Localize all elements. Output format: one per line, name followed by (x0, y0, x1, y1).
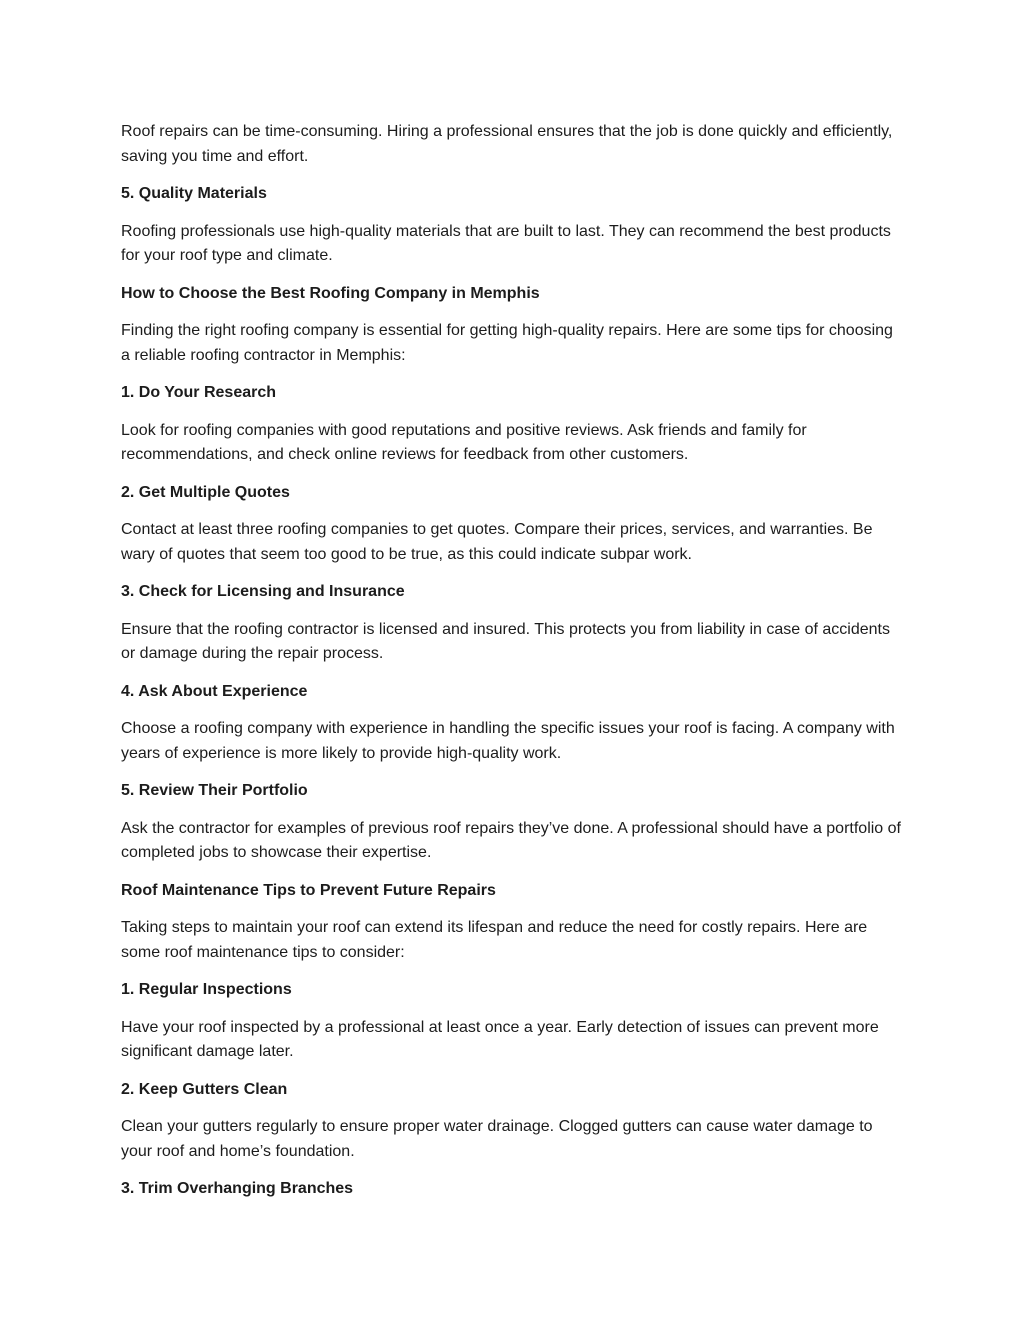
paragraph: Choose a roofing company with experience in handling the specific issues your roof is facing. A company with years of experience is more likely to provide high-quality work. (121, 720, 895, 762)
paragraph: Look for roofing companies with good reputations and positive reviews. Ask friends and family for recommendations, and check online reviews for feedback from other customers. (121, 421, 807, 463)
paragraph: Taking steps to maintain your roof can extend its lifespan and reduce the need for costly repairs. Here are some roof maintenance tips to consider: (121, 919, 868, 961)
section-heading: 3. Check for Licensing and Insurance (121, 583, 405, 600)
section-heading: 2. Get Multiple Quotes (121, 483, 290, 501)
paragraph: Roofing professionals use high-quality materials that are built to last. They can recommend the best products for your roof type and climate. (121, 222, 891, 264)
paragraph: Ensure that the roofing contractor is licensed and insured. This protects you from liability in case of accidents or damage during the repair process. (121, 620, 890, 662)
paragraph: Clean your gutters regularly to ensure proper water drainage. Clogged gutters can cause water damage to your roof and home’s foundation. (121, 1118, 873, 1160)
section-heading: Roof Maintenance Tips to Prevent Future Repairs (121, 881, 496, 899)
section-heading: 1. Regular Inspections (121, 981, 292, 998)
paragraph: Finding the right roofing company is essential for getting high-quality repairs. Here are some tips for choosing a reliable roofing contractor in Memphis: (121, 322, 893, 364)
section-heading: 4. Ask About Experience (121, 682, 308, 700)
paragraph: Ask the contractor for examples of previous roof repairs they’ve done. A professional should have a portfolio of completed jobs to showcase their expertise. (121, 819, 901, 861)
paragraph: Have your roof inspected by a professional at least once a year. Early detection of issues can prevent more significant damage later. (121, 1018, 879, 1060)
section-heading: 5. Quality Materials (121, 185, 267, 202)
paragraph: Roof repairs can be time-consuming. Hiring a professional ensures that the job is done quickly and efficiently, saving you time and effort. (121, 123, 893, 165)
section-heading: 2. Keep Gutters Clean (121, 1080, 288, 1098)
section-heading: 5. Review Their Portfolio (121, 782, 308, 799)
section-heading: How to Choose the Best Roofing Company in Memphis (121, 284, 540, 302)
paragraph: Contact at least three roofing companies to get quotes. Compare their prices, services, and warranties. Be wary of quotes that seem too good to be true, as this could indicate subpar work. (121, 521, 873, 563)
section-heading: 3. Trim Overhanging Branches (121, 1180, 354, 1197)
document-body (121, 120, 906, 1215)
section-heading: 1. Do Your Research (121, 384, 277, 401)
